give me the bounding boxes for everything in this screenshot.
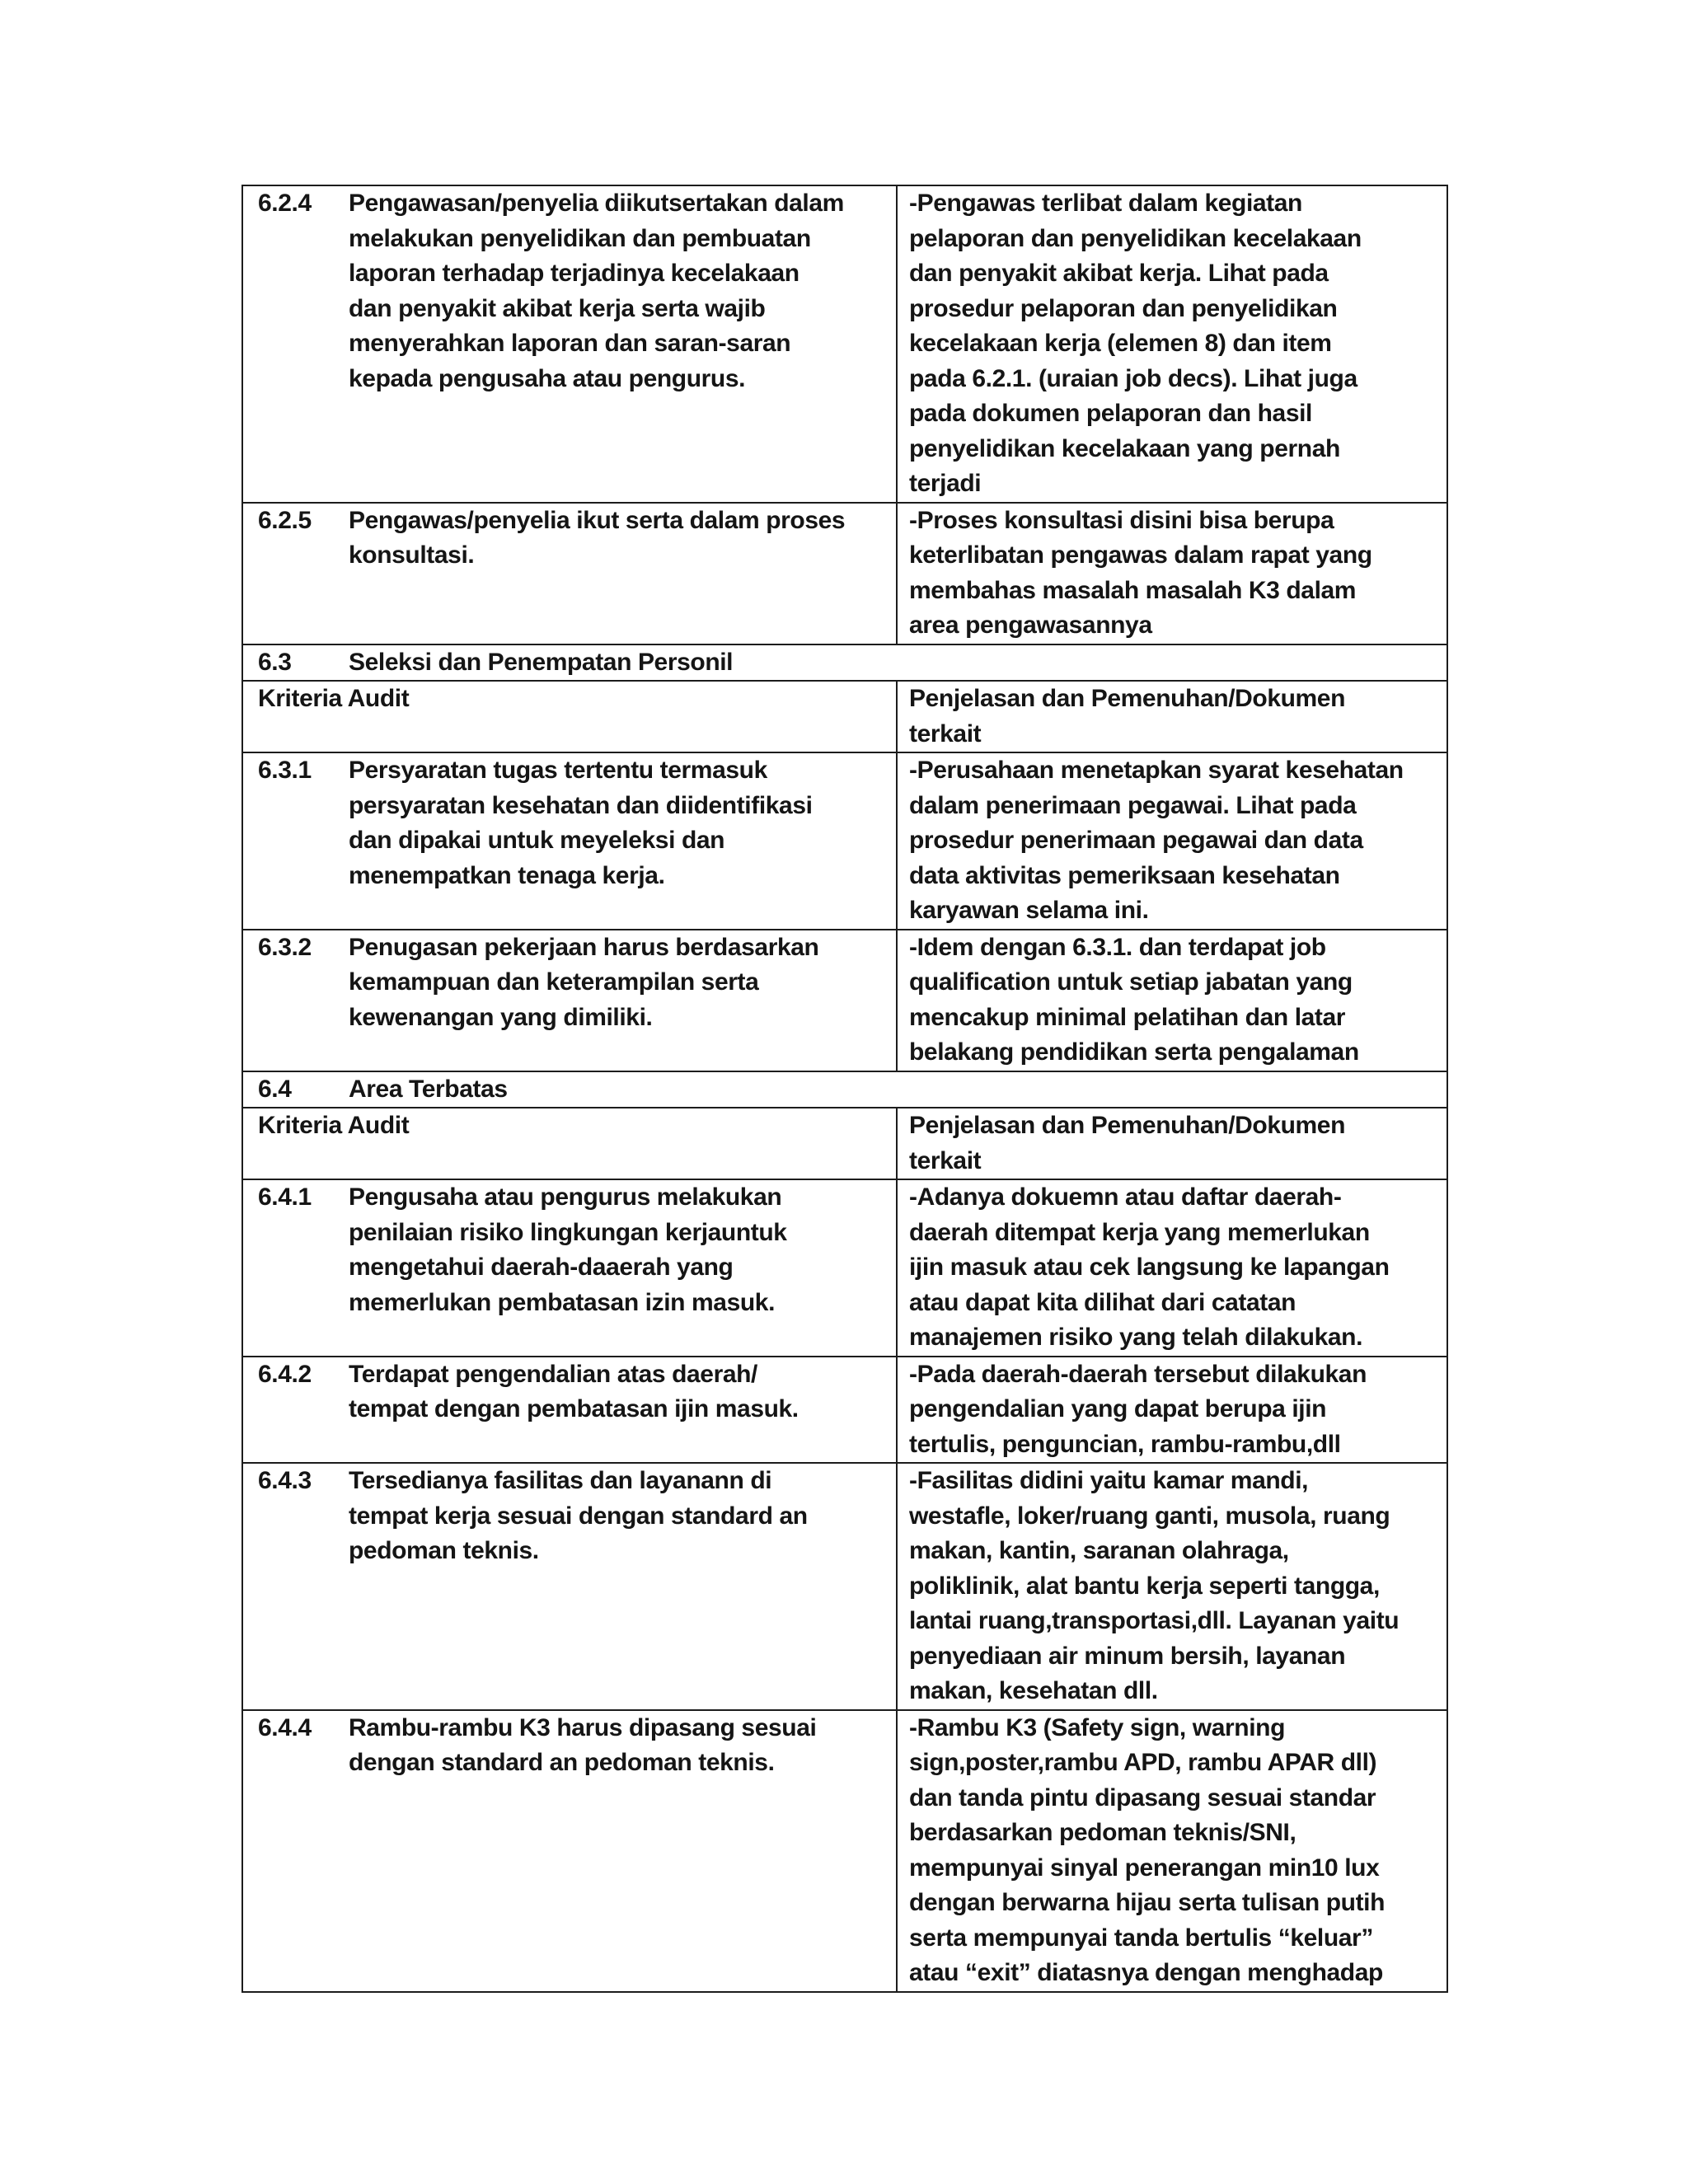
item-criteria-text: Pengawas/penyelia ikut serta dalam proses konsultasi.: [349, 503, 897, 644]
criteria-column-header: Kriteria Audit: [242, 681, 897, 752]
criteria-header-row: [242, 1108, 1447, 1179]
section-title: Area Terbatas: [349, 1071, 897, 1108]
section-blank-cell: [897, 1071, 1447, 1108]
item-explanation-text: -Adanya dokuemn atau daftar daerah- daerah ditempat kerja yang memerlukan ijin masuk atau cek langsung ke lapangan atau dapat kita dilihat dari catatan manajemen risiko yang telah dilakukan.: [897, 1179, 1447, 1357]
criteria-column-header: Kriteria Audit: [242, 1108, 897, 1179]
item-explanation-text: -Perusahaan menetapkan syarat kesehatan dalam penerimaan pegawai. Lihat pada prosedur penerimaan pegawai dan data data aktivitas pemeriksaan kesehatan karyawan selama ini.: [897, 752, 1447, 930]
item-explanation-text: -Idem dengan 6.3.1. dan terdapat job qualification untuk setiap jabatan yang mencakup minimal pelatihan dan latar belakang pendidikan serta pengalaman: [897, 930, 1447, 1071]
item-number: 6.4.3: [242, 1463, 349, 1710]
item-criteria-text: Tersedianya fasilitas dan layanann di tempat kerja sesuai dengan standard an pedoman teknis.: [349, 1463, 897, 1710]
item-explanation-text: -Fasilitas didini yaitu kamar mandi, westafle, loker/ruang ganti, musola, ruang makan, kantin, saranan olahraga, poliklinik, alat bantu kerja seperti tangga, lantai ruang,transportasi,dll. Layanan yaitu penyediaan air minum bersih, layanan makan, kesehatan dll.: [897, 1463, 1447, 1710]
criteria-header-row: [242, 681, 1447, 752]
audit-criteria-table: [241, 185, 1448, 1993]
item-explanation-text: -Pengawas terlibat dalam kegiatan pelaporan dan penyelidikan kecelakaan dan penyakit akibat kerja. Lihat pada prosedur pelaporan dan penyelidikan kecelakaan kerja (elemen 8) dan item pada 6.2.1. (uraian job decs). Lihat juga pada dokumen pelaporan dan hasil penyelidikan kecelakaan yang pernah terjadi: [897, 185, 1447, 503]
section-blank-cell: [897, 644, 1447, 682]
item-criteria-text: Rambu-rambu K3 harus dipasang sesuai dengan standard an pedoman teknis.: [349, 1710, 897, 1992]
table-row: [242, 185, 1447, 503]
item-explanation-text: -Proses konsultasi disini bisa berupa keterlibatan pengawas dalam rapat yang membahas masalah masalah K3 dalam area pengawasannya: [897, 503, 1447, 644]
item-number: 6.2.4: [242, 185, 349, 503]
item-number: 6.4.2: [242, 1357, 349, 1464]
table-row: [242, 503, 1447, 644]
table-row: [242, 1357, 1447, 1464]
item-criteria-text: Persyaratan tugas tertentu termasuk persyaratan kesehatan dan diidentifikasi dan dipakai untuk meyeleksi dan menempatkan tenaga kerja.: [349, 752, 897, 930]
section-heading-row: [242, 1071, 1447, 1108]
explanation-column-header: Penjelasan dan Pemenuhan/Dokumen terkait: [897, 1108, 1447, 1179]
table-row: [242, 1463, 1447, 1710]
section-title: Seleksi dan Penempatan Personil: [349, 644, 897, 682]
table-row: [242, 1710, 1447, 1992]
item-number: 6.4.1: [242, 1179, 349, 1357]
item-criteria-text: Terdapat pengendalian atas daerah/ tempat dengan pembatasan ijin masuk.: [349, 1357, 897, 1464]
item-number: 6.3.1: [242, 752, 349, 930]
item-criteria-text: Penugasan pekerjaan harus berdasarkan kemampuan dan keterampilan serta kewenangan yang dimiliki.: [349, 930, 897, 1071]
table-row: [242, 752, 1447, 930]
item-number: 6.3.2: [242, 930, 349, 1071]
item-criteria-text: Pengusaha atau pengurus melakukan penilaian risiko lingkungan kerjauntuk mengetahui daerah-daaerah yang memerlukan pembatasan izin masuk.: [349, 1179, 897, 1357]
item-explanation-text: -Rambu K3 (Safety sign, warning sign,poster,rambu APD, rambu APAR dll) dan tanda pintu dipasang sesuai standar berdasarkan pedoman teknis/SNI, mempunyai sinyal penerangan min10 lux dengan berwarna hijau serta tulisan putih serta mempunyai tanda bertulis “keluar” atau “exit” diatasnya dengan menghadap: [897, 1710, 1447, 1992]
audit-table-body: [242, 185, 1447, 1992]
section-number: 6.3: [242, 644, 349, 682]
explanation-column-header: Penjelasan dan Pemenuhan/Dokumen terkait: [897, 681, 1447, 752]
item-number: 6.2.5: [242, 503, 349, 644]
section-heading-row: [242, 644, 1447, 682]
table-row: [242, 1179, 1447, 1357]
section-number: 6.4: [242, 1071, 349, 1108]
table-row: [242, 930, 1447, 1071]
item-number: 6.4.4: [242, 1710, 349, 1992]
item-criteria-text: Pengawasan/penyelia diikutsertakan dalam melakukan penyelidikan dan pembuatan laporan terhadap terjadinya kecelakaan dan penyakit akibat kerja serta wajib menyerahkan laporan dan saran-saran kepada pengusaha atau pengurus.: [349, 185, 897, 503]
item-explanation-text: -Pada daerah-daerah tersebut dilakukan pengendalian yang dapat berupa ijin tertulis, penguncian, rambu-rambu,dll: [897, 1357, 1447, 1464]
